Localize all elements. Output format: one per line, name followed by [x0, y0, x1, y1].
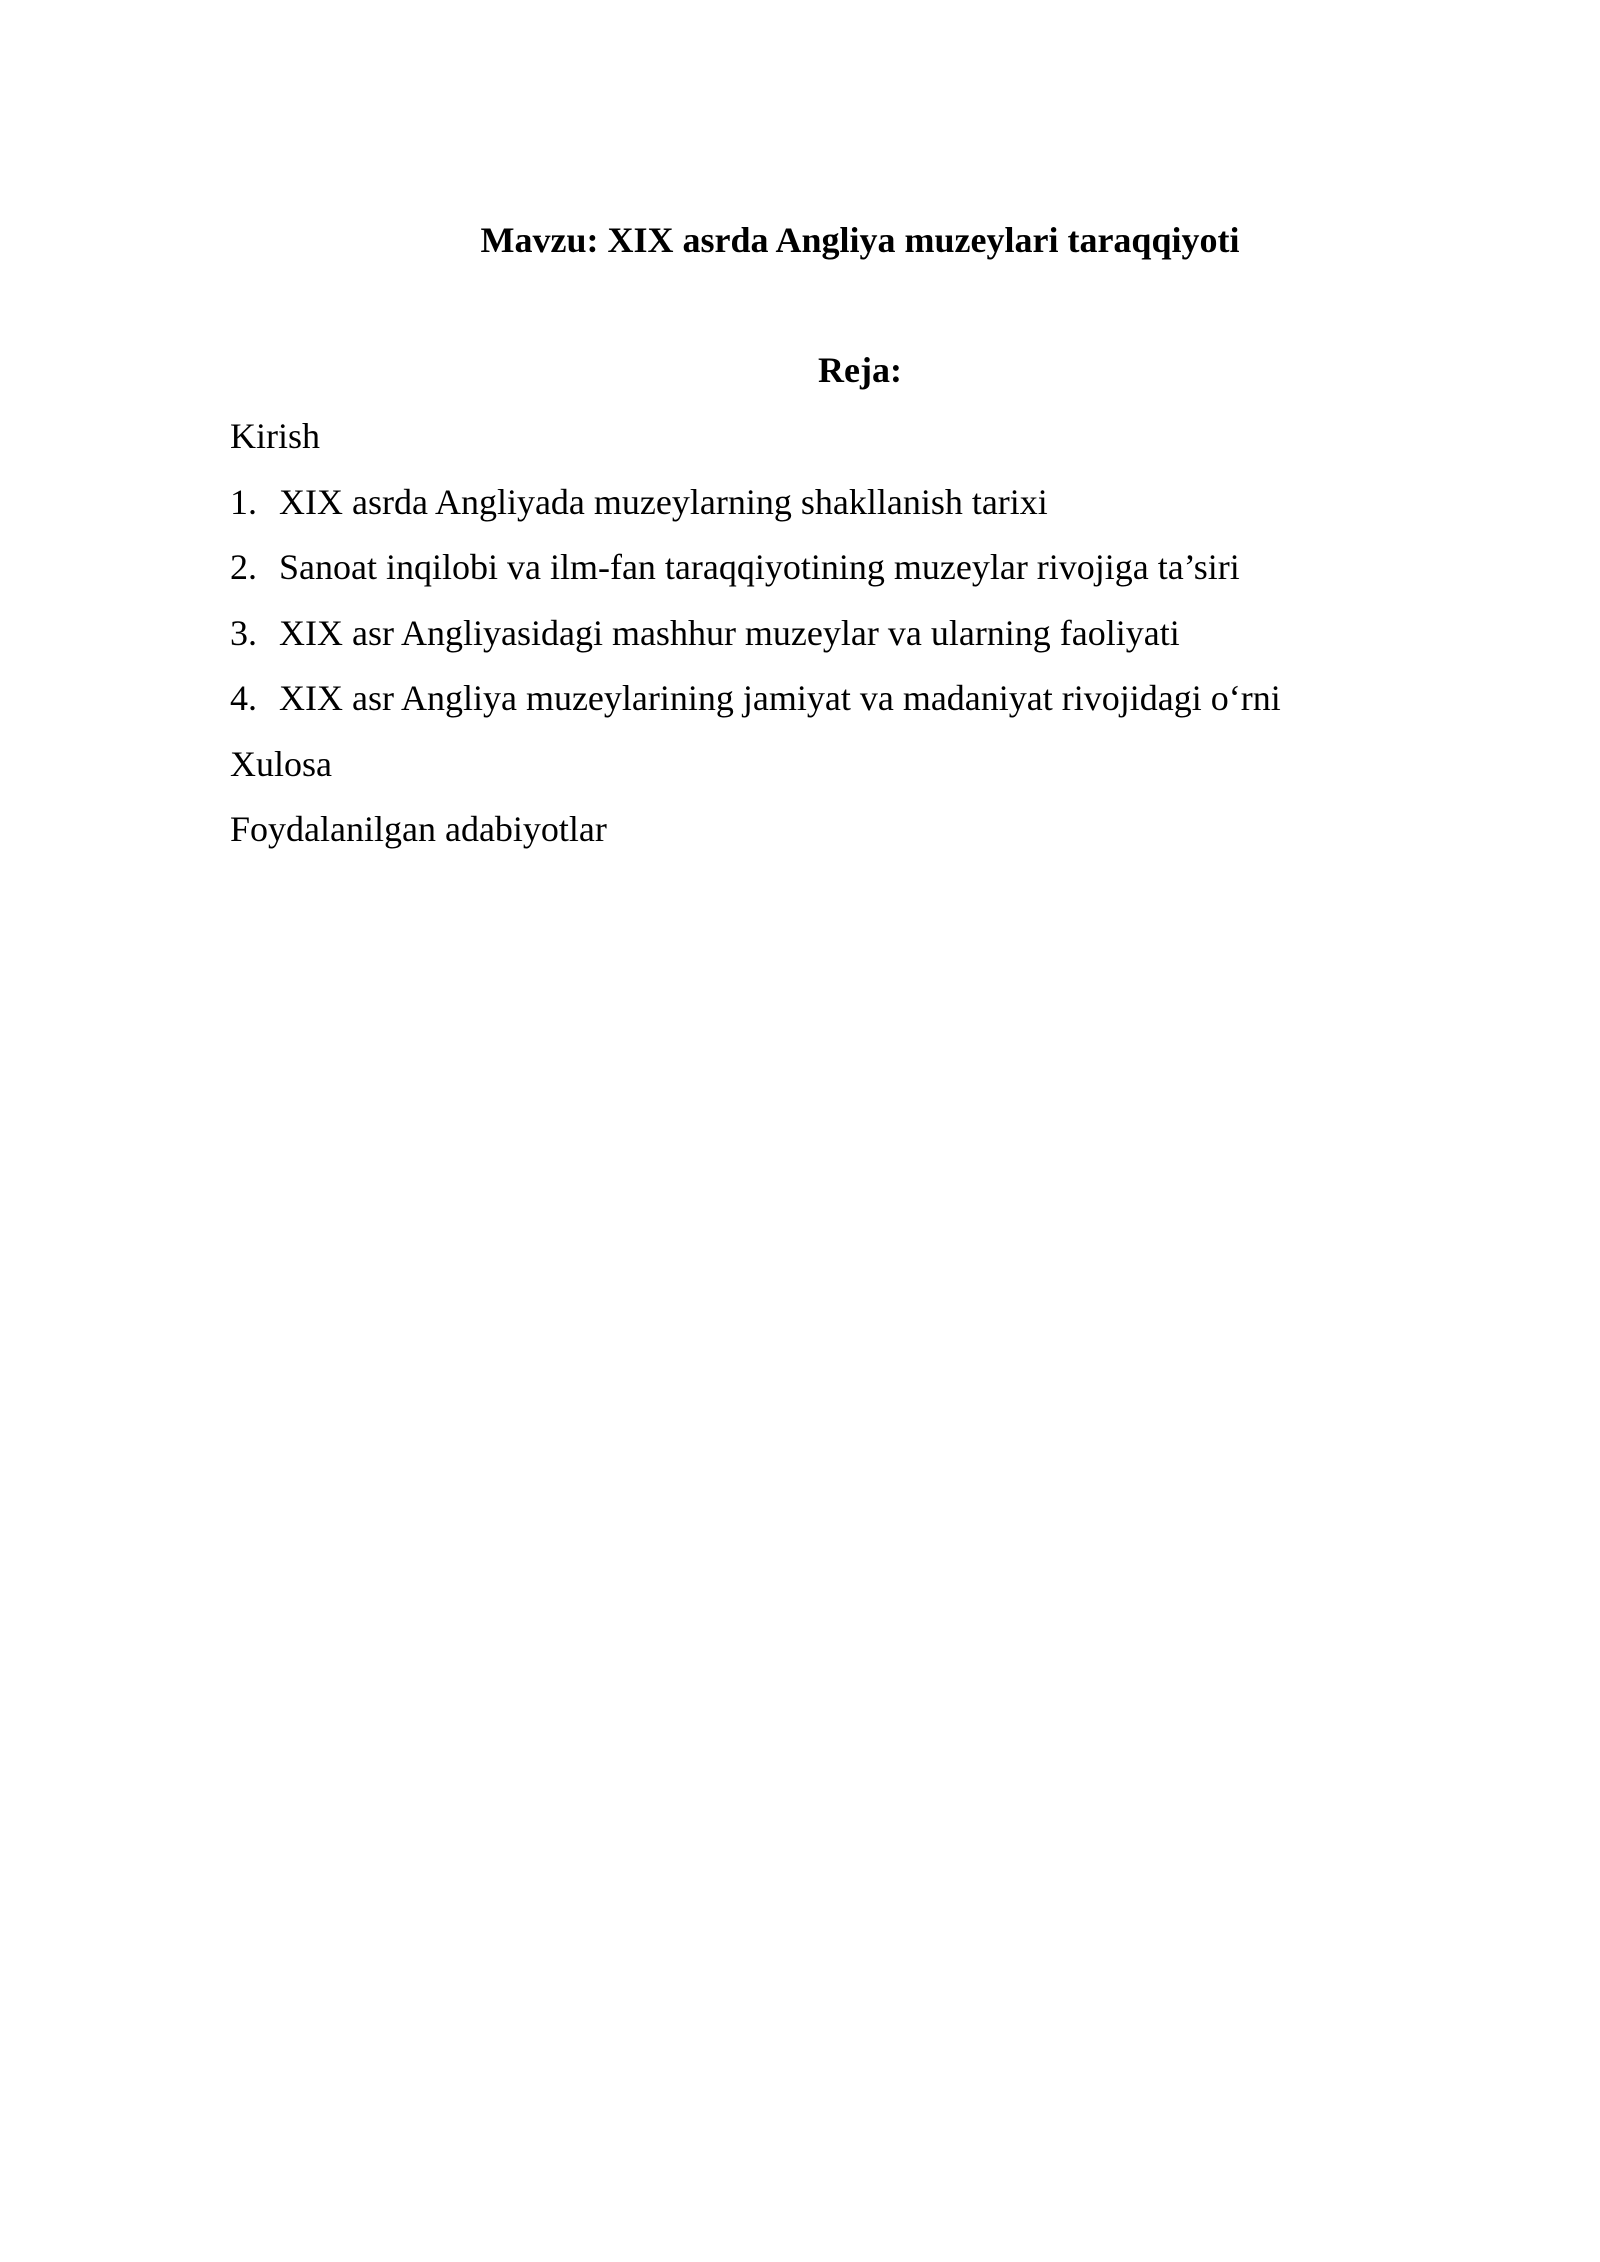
plan-item: [230, 676, 1430, 742]
plan-conclusion: Xulosa: [230, 743, 332, 784]
plan-item: [230, 611, 1430, 677]
plan-list: [230, 414, 1430, 873]
plan-item-text: XIX asr Angliyasidagi mashhur muzeylar va ularning faoliyati: [279, 612, 1180, 653]
plan-references: Foydalanilgan adabiyotlar: [230, 809, 607, 849]
plan-item-number: 1.: [230, 481, 257, 522]
plan-item-text: XIX asr Angliya muzeylarining jamiyat va madaniyat rivojidagi o‘rni: [279, 678, 1281, 718]
plan-item-text: XIX asrda Angliyada muzeylarning shakllanish tarixi: [279, 481, 1048, 522]
plan-intro: Kirish: [230, 416, 320, 456]
plan-item: [230, 480, 1430, 546]
plan-item-text: Sanoat inqilobi va ilm-fan taraqqiyotining muzeylar rivojiga ta’siri: [279, 547, 1240, 587]
document-title: Mavzu: XIX asrda Angliya muzeylari taraqqiyoti: [480, 220, 1240, 260]
plan-heading: Reja:: [818, 350, 902, 390]
plan-item-number: 3.: [230, 612, 257, 653]
plan-item-number: 2.: [230, 547, 257, 587]
plan-item: [230, 545, 1430, 611]
plan-item-number: 4.: [230, 678, 257, 718]
